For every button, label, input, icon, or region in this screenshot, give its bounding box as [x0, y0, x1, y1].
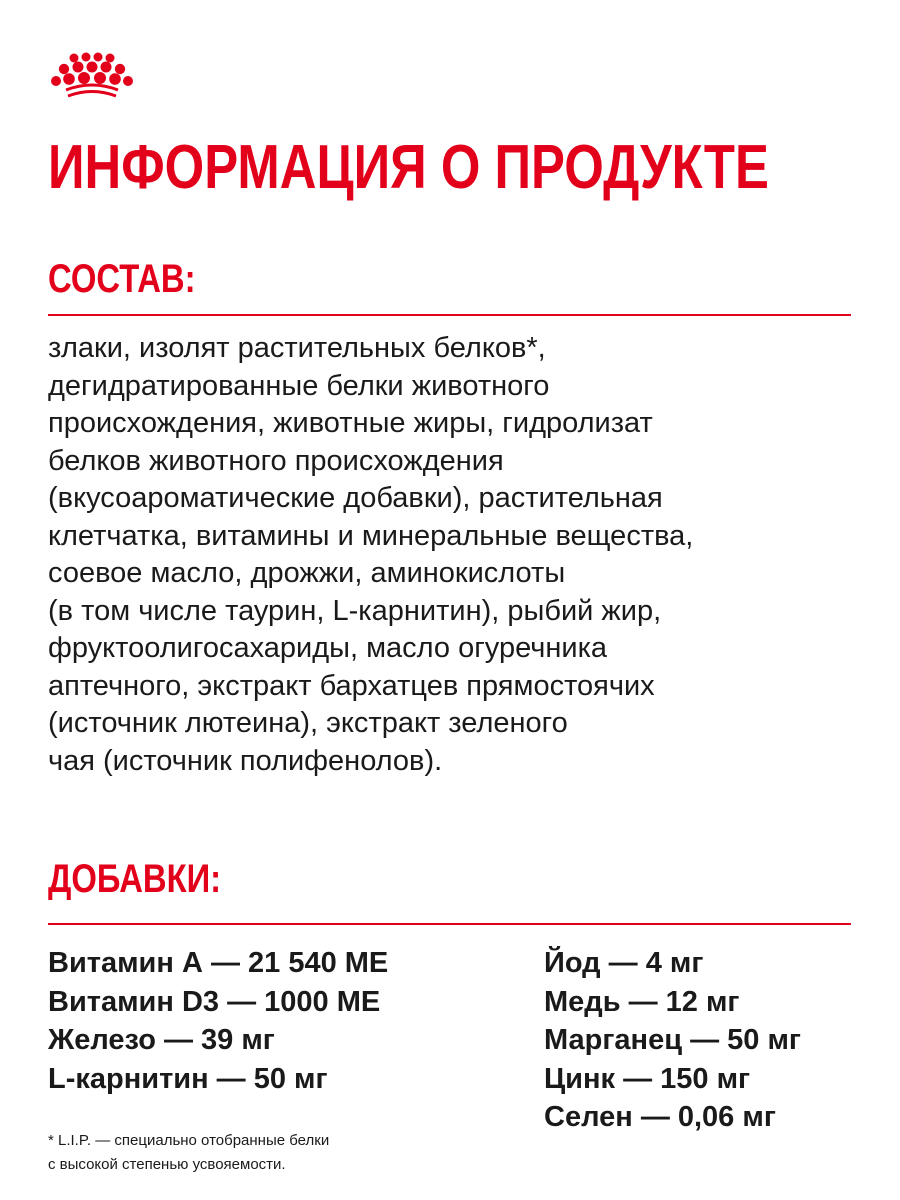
composition-line: белков животного происхождения — [48, 444, 504, 477]
additive-item: Йод — 4 мг — [544, 947, 704, 979]
composition-line: (источник лютеина), экстракт зеленого — [48, 707, 568, 739]
additives-right-list — [544, 944, 801, 1137]
footnote-line: с высокой степенью усвояемости. — [48, 1156, 286, 1173]
composition-line: фруктоолигосахариды, масло огуречника — [48, 632, 608, 664]
composition-line: соевое масло, дрожжи, аминокислоты — [48, 557, 566, 589]
composition-line: чая (источник полифенолов). — [48, 744, 443, 777]
footnote — [48, 1129, 329, 1177]
additive-item: L-карнитин — 50 мг — [48, 1062, 328, 1095]
composition-line: злаки, изолят растительных белков*, — [48, 332, 546, 364]
crown-icon — [48, 52, 134, 102]
additive-item: Витамин D3 — 1000 МЕ — [48, 985, 381, 1018]
additives-heading: ДОБАВКИ: — [48, 857, 222, 901]
composition-line: (в том числе таурин, L-карнитин), рыбий жир, — [48, 594, 662, 627]
additive-item: Железо — 39 мг — [48, 1024, 275, 1056]
composition-divider — [48, 314, 851, 316]
composition-text — [48, 330, 848, 780]
composition-line: аптечного, экстракт бархатцев прямостоячих — [48, 669, 655, 702]
composition-heading: СОСТАВ: — [48, 257, 196, 301]
footnote-line: * L.I.P. — специально отобранные белки — [48, 1132, 330, 1149]
page-title: ИНФОРМАЦИЯ О ПРОДУКТЕ — [48, 133, 769, 202]
composition-line: происхождения, животные жиры, гидролизат — [48, 407, 653, 439]
additives-divider — [48, 923, 851, 925]
additive-item: Медь — 12 мг — [544, 985, 740, 1018]
composition-line: клетчатка, витамины и минеральные вещества, — [48, 519, 694, 552]
additive-item: Цинк — 150 мг — [544, 1062, 751, 1095]
additive-item: Селен — 0,06 мг — [544, 1101, 776, 1133]
composition-line: (вкусоароматические добавки), растительная — [48, 482, 663, 514]
additives-left-list — [48, 944, 388, 1098]
composition-line: дегидратированные белки животного — [48, 369, 550, 402]
additive-item: Марганец — 50 мг — [544, 1024, 801, 1056]
additive-item: Витамин А — 21 540 МЕ — [48, 947, 389, 979]
